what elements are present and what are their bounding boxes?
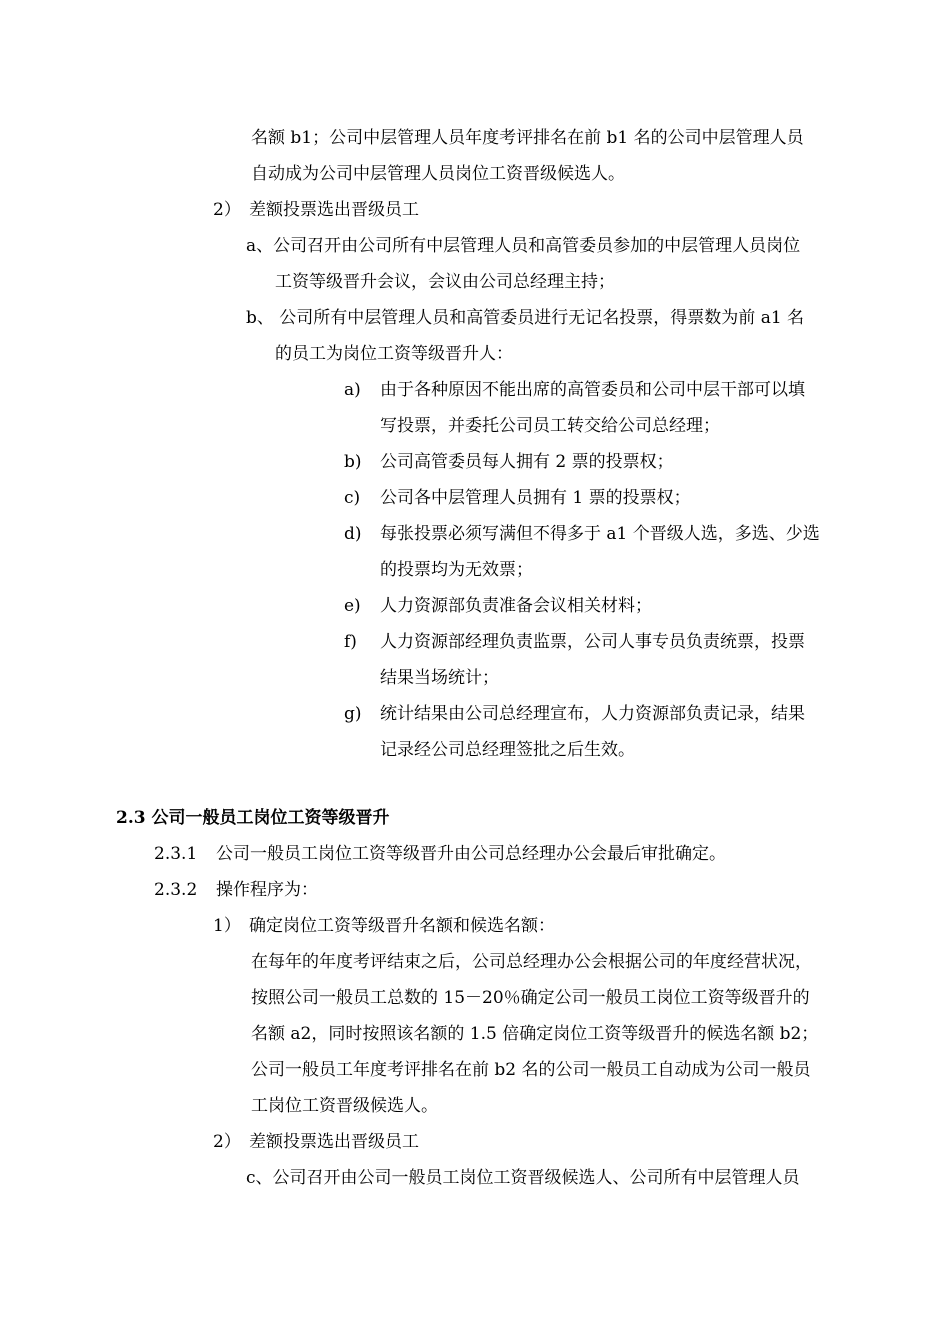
sub-item-text: 结果当场统计； [380,668,499,688]
text-line: 自动成为公司中层管理人员岗位工资晋级候选人。 [251,164,625,184]
sub-item-text: 由于各种原因不能出席的高管委员和公司中层干部可以填 [380,380,805,400]
sub-item-text: 公司各中层管理人员拥有 1 票的投票权； [380,488,691,508]
sub-item-text: 公司高管委员每人拥有 2 票的投票权； [380,452,674,472]
list-item-title: 差额投票选出晋级员工 [249,200,419,220]
paragraph-line: 在每年的年度考评结束之后，公司总经理办公会根据公司的年度经营状况， [251,952,812,972]
section-text: 公司一般员工岗位工资等级晋升由公司总经理办公会最后审批确定。 [216,844,726,864]
list-item-title: 差额投票选出晋级员工 [249,1132,419,1152]
text-line: 的员工为岗位工资等级晋升人： [275,344,513,364]
paragraph-line: 公司一般员工年度考评排名在前 b2 名的公司一般员工自动成为公司一般员 [251,1060,811,1080]
sub-item-label: c) [344,488,361,508]
section-number: 2.3.1 [154,844,198,864]
section-text: 操作程序为： [216,880,318,900]
list-number: 1） [213,916,241,936]
list-item-title: 确定岗位工资等级晋升名额和候选名额： [249,916,555,936]
list-number: 2） [213,1132,241,1152]
paragraph-line: 按照公司一般员工总数的 15－20％确定公司一般员工岗位工资等级晋升的 [251,988,810,1008]
sub-item-label: e) [344,596,361,616]
paragraph-line: 工岗位工资晋级候选人。 [251,1096,438,1116]
sub-item-text: 记录经公司总经理签批之后生效。 [380,740,635,760]
sub-item-text: 统计结果由公司总经理宣布，人力资源部负责记录，结果 [380,704,805,724]
sub-item-text: 人力资源部经理负责监票，公司人事专员负责统票，投票 [380,632,805,652]
list-number: 2） [213,200,241,220]
sub-item-label: d) [344,524,362,544]
sub-item-label: g) [344,704,362,724]
sub-item-label: a) [344,380,361,400]
text-line: 工资等级晋升会议，会议由公司总经理主持； [275,272,615,292]
sub-item-label: f) [344,632,357,652]
paragraph-line: 名额 a2，同时按照该名额的 1.5 倍确定岗位工资等级晋升的候选名额 b2； [251,1024,819,1044]
text-line: 名额 b1；公司中层管理人员年度考评排名在前 b1 名的公司中层管理人员 [251,128,804,148]
text-line: a、公司召开由公司所有中层管理人员和高管委员参加的中层管理人员岗位 [246,236,801,256]
sub-item-text: 每张投票必须写满但不得多于 a1 个晋级人选，多选、少选 [380,524,820,544]
section-heading: 2.3 公司一般员工岗位工资等级晋升 [116,808,390,828]
sub-item-label: b) [344,452,362,472]
sub-item-text: 人力资源部负责准备会议相关材料； [380,596,652,616]
sub-item-text: 的投票均为无效票； [380,560,533,580]
text-line: c、公司召开由公司一般员工岗位工资晋级候选人、公司所有中层管理人员 [246,1168,800,1188]
section-number: 2.3.2 [154,880,198,900]
sub-item-text: 写投票，并委托公司员工转交给公司总经理； [380,416,720,436]
text-line: b、 公司所有中层管理人员和高管委员进行无记名投票，得票数为前 a1 名 [246,308,805,328]
